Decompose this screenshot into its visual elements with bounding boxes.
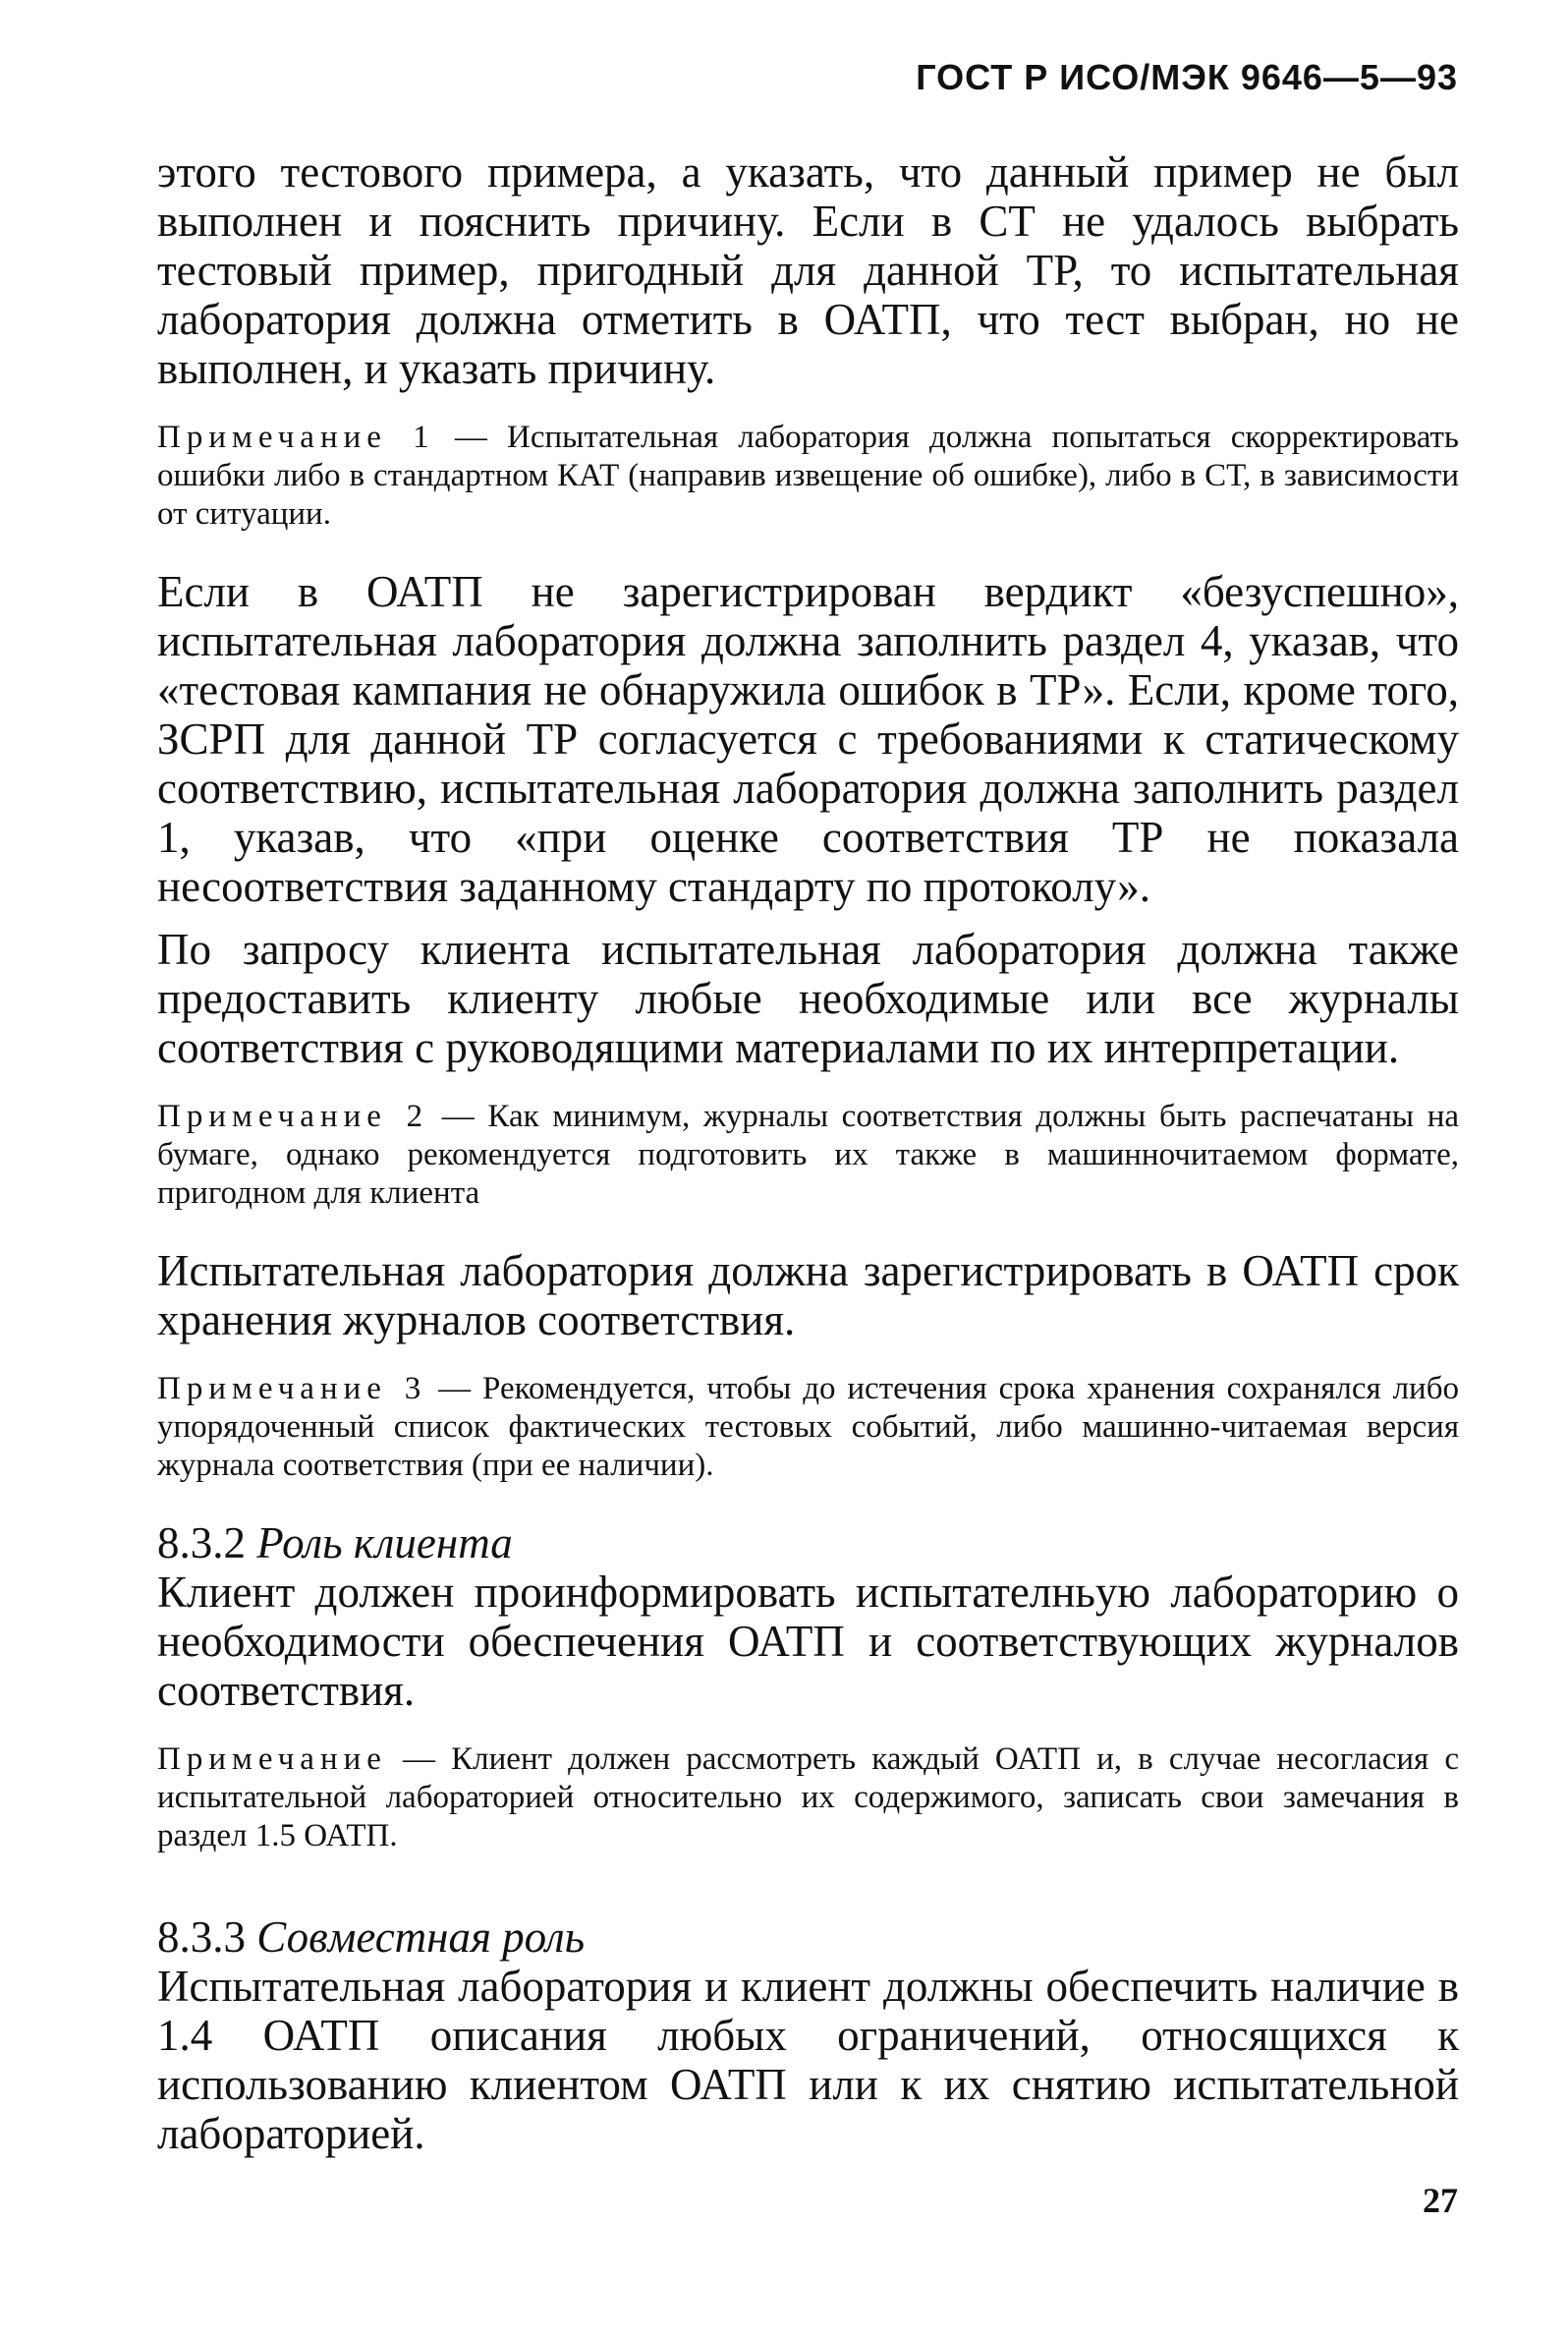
paragraph-joint-role: Испытательная лаборатория и клиент должны обеспечить наличие в 1.4 ОАТП описания любых ограничений, относящихся к использованию клиентом ОАТП или к их снятию испытательной лабораторией.	[157, 1962, 1459, 2158]
paragraph-retention: Испытательная лаборатория должна зарегистрировать в ОАТП срок хранения журналов соответствия.	[157, 1246, 1459, 1344]
section-8-3-2-heading	[157, 1518, 1459, 1568]
page-header-standard-ref: ГОСТ Р ИСО/МЭК 9646—5—93	[916, 57, 1458, 97]
section-8-3-2-title: Роль клиента	[256, 1518, 513, 1568]
section-8-3-3-number: 8.3.3	[157, 1912, 246, 1962]
paragraph-client-role: Клиент должен проинформировать испытателньую лабораторию о необходимости обеспечения ОАТП и соответствующих журналов соответствия.	[157, 1568, 1459, 1715]
page-number: 27	[1423, 2181, 1458, 2220]
note-2-text: — Как минимум, журналы соответствия должны быть распечатаны на бумаге, однако рекомендуется подготовить их также в машинночитаемом формате, пригодном для клиента	[157, 1099, 1459, 1211]
paragraph-verdict: Если в ОАТП не зарегистрирован вердикт «безуспешно», испытательная лаборатория должна заполнить раздел 4, указав, что «тестовая кампания не обнаружила ошибок в ТР». Если, кроме того, ЗСРП для данной ТР согласуется с требованиями к статическому соответствию, испытательная лаборатория должна заполнить раздел 1, указав, что «при оценке соответствия ТР не показала несоответствия заданному стандарту по протоколу».	[157, 567, 1459, 911]
note-2-label: Примечание 2	[157, 1099, 429, 1134]
note-3-label: Примечание 3	[157, 1371, 427, 1406]
note-3-text: — Рекомендуется, чтобы до истечения срока хранения сохранялся либо упорядоченный список фактических тестовых событий, либо машинно-читаемая версия журнала соответствия (при ее наличии).	[157, 1371, 1459, 1483]
paragraph-client-request: По запросу клиента испытательная лаборатория должна также предоставить клиенту любые необходимые или все журналы соответствия с руководящими материалами по их интерпретации.	[157, 925, 1459, 1072]
page-content	[157, 147, 1459, 2158]
note-4-label: Примечание	[157, 1741, 387, 1777]
note-1-label: Примечание 1	[157, 420, 435, 455]
section-8-3-3-title: Совместная роль	[256, 1912, 586, 1962]
note-2	[157, 1098, 1459, 1213]
note-4-text: — Клиент должен рассмотреть каждый ОАТП и, в случае несогласия с испытательной лабораторией относительно их содержимого, записать свои замечания в раздел 1.5 ОАТП.	[157, 1741, 1459, 1853]
note-1	[157, 419, 1459, 534]
section-8-3-3-heading	[157, 1912, 1459, 1962]
note-4	[157, 1740, 1459, 1855]
note-1-text: — Испытательная лаборатория должна попытаться скорректировать ошибки либо в стандартном КАТ (направив извещение об ошибке), либо в СТ, в зависимости от ситуации.	[157, 420, 1459, 532]
note-3	[157, 1370, 1459, 1485]
section-8-3-2-number: 8.3.2	[157, 1518, 246, 1568]
paragraph-test-example: этого тестового примера, а указать, что данный пример не был выполнен и пояснить причину. Если в СТ не удалось выбрать тестовый пример, пригодный для данной ТР, то испытательная лаборатория должна отметить в ОАТП, что тест выбран, но не выполнен, и указать причину.	[157, 147, 1459, 393]
